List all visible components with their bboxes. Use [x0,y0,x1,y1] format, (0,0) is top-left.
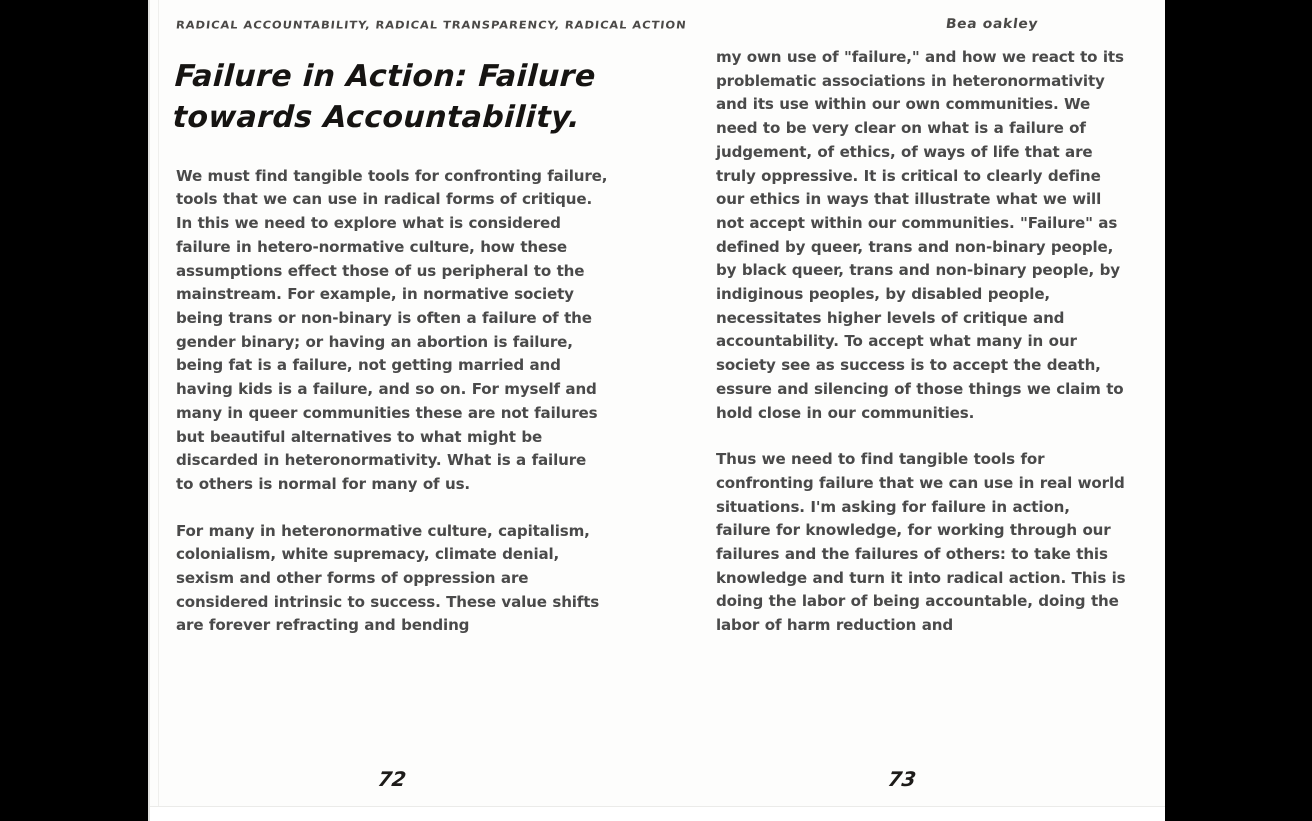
scanned-page-spread [148,0,1165,821]
right-page-column [716,46,1128,638]
paragraph: For many in heteronormative culture, capitalism, colonialism, white supremacy, climate denial, sexism and other forms of oppression are considered intrinsic to success. These value shifts are forever refracting and bending [176,521,600,635]
paragraph: my own use of "failure," and how we react to its problematic associations in heteronormativity and its use within our own communities. We need to be very clear on what is a failure of judgement, of ethics, of ways of life that are truly oppressive. It is critical to clearly define our ethics in ways that illustrate what we will not accept within our communities. "Failure" as defined by queer, trans and non-binary people, by black queer, trans and non-binary people, by indiginous peoples, by disabled people, necessitates higher levels of critique and accountability. To accept what many in our society see as success is to accept the death, essure and silencing of those things we claim to hold close in our communities. [716,48,1124,422]
page-number-right: 73 [886,767,918,791]
letterbox-bar-left [0,0,148,821]
letterbox-bar-right [1165,0,1312,821]
page-bottom-edge [150,806,1165,821]
left-page-body [176,165,608,638]
article-title [172,56,608,139]
page-number-left: 72 [376,767,408,791]
running-header: RADICAL ACCOUNTABILITY, RADICAL TRANSPARENCY, RADICAL ACTION [175,18,688,32]
right-page-body [716,46,1128,638]
article-title-line-1: Failure in Action: Failure [174,59,597,94]
paragraph: We must find tangible tools for confronting failure, tools that we can use in radical forms of critique. In this we need to explore what is considered failure in hetero-normative culture, how these assumptions effect those of us peripheral to the mainstream. For example, in normative society being trans or non-binary is often a failure of the gender binary; or having an abortion is failure, being fat is a failure, not getting married and having kids is a failure, and so on. For myself and many in queer communities these are not failures but beautiful alternatives to what might be discarded in heteronormativity. What is a failure to others is normal for many of us. [176,166,608,493]
article-title-line-2: towards Accountability. [171,100,582,136]
paragraph: Thus we need to find tangible tools for confronting failure that we can use in real world situations. I'm asking for failure in action, failure for knowledge, for working through our failures and the failures of others: to take this knowledge and turn it into radical action. This is doing the labor of being accountable, doing the labor of harm reduction and [716,450,1126,635]
page-columns [150,0,1165,821]
running-author-name: Bea oakley [944,16,1040,32]
left-page-column [171,46,608,638]
